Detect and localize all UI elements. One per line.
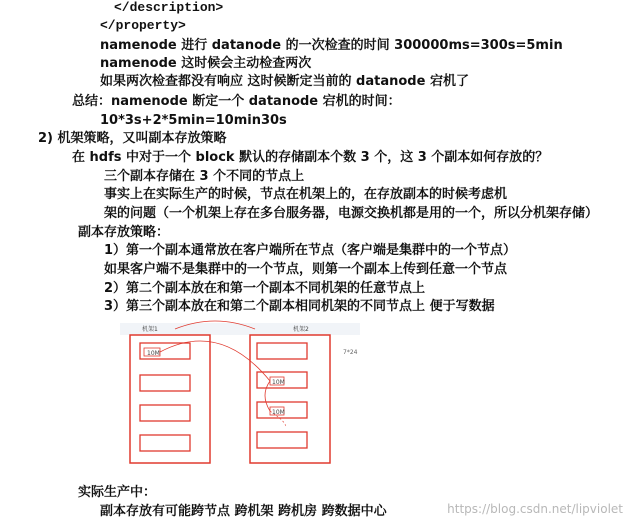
rule-1: 1）第一个副本通常放在客户端所在节点（客户端是集群中的一个节点） [104, 243, 517, 258]
block-label-2: 10M [272, 379, 285, 386]
watermark: https://blog.csdn.net/lipviolet [447, 502, 623, 516]
rack-1-label: 机架1 [142, 326, 158, 333]
replica-question: 在 hdfs 中对于一个 block 默认的存储副本个数 3 个，这 3 个副本如何存放的？ [72, 150, 549, 165]
summary-formula: 10*3s+2*5min=10min30s [100, 113, 287, 128]
block-label-1: 10M [147, 350, 160, 357]
rule-2: 2）第二个副本放在和第一个副本不同机架的任意节点上 [104, 281, 426, 296]
no-response-line: 如果两次检查都没有响应 这时候断定当前的 datanode 宕机了 [100, 74, 469, 89]
side-note: 7*24 [343, 349, 358, 356]
block-label-3: 10M [272, 409, 285, 416]
check-interval-line: namenode 进行 datanode 的一次检查的时间 300000ms=300s=5min [100, 38, 563, 53]
rule-1b: 如果客户端不是集群中的一个节点，则第一个副本上传到任意一个节点 [104, 262, 508, 277]
production-text: 副本存放有可能跨节点 跨机架 跨机房 跨数据中心 [100, 504, 387, 519]
rule-3: 3）第三个副本放在和第二个副本相同机架的不同节点上 便于写数据 [104, 299, 495, 314]
check-twice-line: namenode 这时候会主动检查两次 [100, 56, 312, 71]
three-nodes-line: 三个副本存储在 3 个不同的节点上 [104, 169, 305, 184]
property-close-tag: </property> [100, 18, 186, 33]
rack-2-label: 机架2 [293, 326, 309, 333]
reality-line-1: 事实上在实际生产的时候，节点在机架上的，在存放副本的时候考虑机 [104, 187, 508, 202]
rack-diagram-svg [120, 315, 360, 470]
rack-diagram [120, 315, 360, 470]
diagram-background [120, 315, 360, 470]
strategy-title: 副本存放策略： [78, 225, 170, 240]
summary-title: 总结：namenode 断定一个 datanode 宕机的时间： [72, 94, 401, 109]
section-2-title: 2) 机架策略，又叫副本存放策略 [38, 131, 227, 146]
description-close-tag: </description> [114, 0, 224, 15]
reality-line-2: 架的问题（一个机架上存在多台服务器，电源交换机都是用的一个，所以分机架存储） [104, 206, 599, 221]
production-title: 实际生产中： [78, 485, 157, 500]
